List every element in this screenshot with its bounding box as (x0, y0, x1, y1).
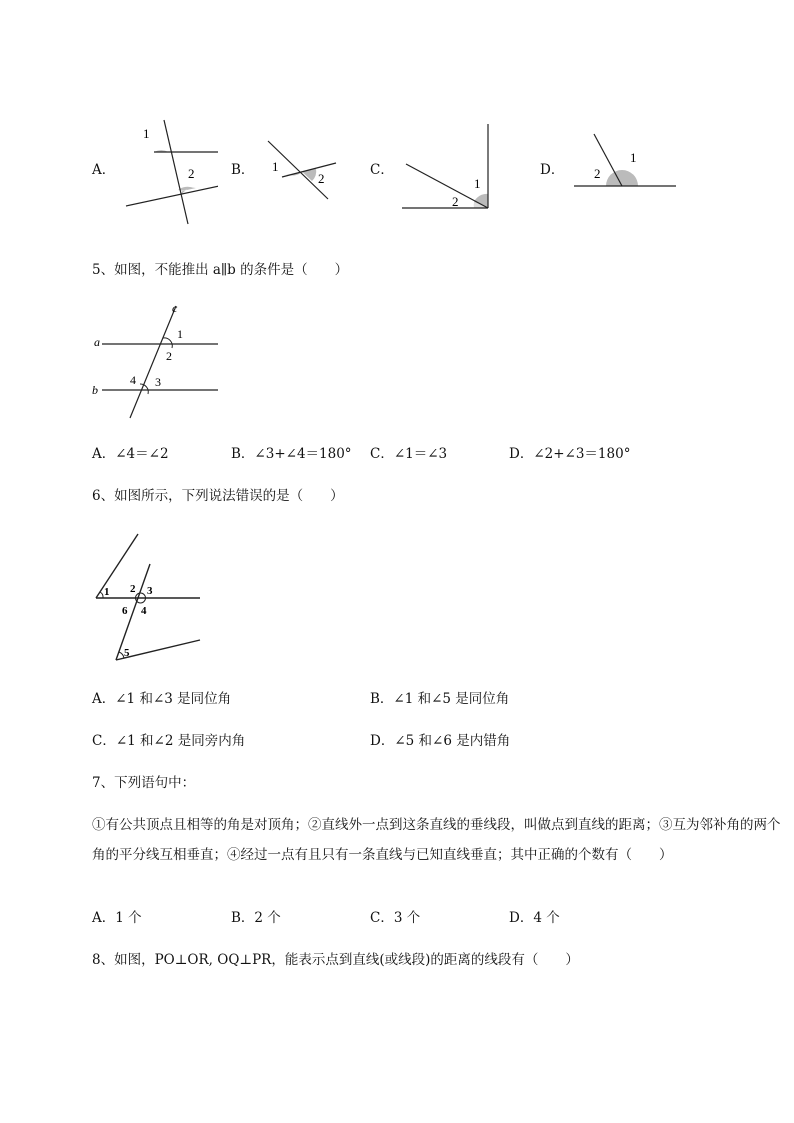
q5-option-a: A．∠4＝∠2 (92, 446, 169, 462)
q5-line-c-label: c (172, 301, 178, 315)
q4-option-b-letter: B． (231, 162, 255, 178)
q7-stem: 7、下列语句中： (92, 775, 196, 791)
q4-option-b-figure (262, 135, 342, 205)
q6-option-c: C．∠1 和∠2 是同旁内角 (92, 733, 246, 749)
q7-option-a: A．1 个 (92, 910, 142, 926)
q5-option-b: B．∠3+∠4＝180° (231, 446, 352, 462)
q5-line-a-label: a (94, 335, 100, 349)
q7-option-d: D．4 个 (509, 910, 560, 926)
q5-figure (88, 298, 228, 423)
q6-angle-5-label: 5 (124, 647, 130, 659)
q4-b-angle-1-label: 1 (272, 159, 279, 174)
q6-stem: 6、如图所示，下列说法错误的是（ ） (92, 488, 344, 504)
q4-option-c-figure (400, 120, 500, 215)
q7-option-b: B．2 个 (231, 910, 281, 926)
q5-option-d: D．∠2+∠3＝180° (509, 446, 631, 462)
q4-option-c-letter: C． (370, 162, 394, 178)
q6-figure (88, 528, 208, 668)
q5-angle-1-label: 1 (177, 327, 183, 341)
q4-c-angle-2-label: 2 (452, 194, 459, 209)
q4-d-angle-2-label: 2 (594, 166, 601, 181)
q8-stem: 8、如图，PO⊥OR, OQ⊥PR，能表示点到直线(或线段)的距离的线段有（ ） (92, 952, 579, 968)
q5-option-c: C．∠1＝∠3 (370, 446, 448, 462)
q4-a-angle-2-label: 2 (188, 166, 195, 181)
q4-option-a-figure (118, 118, 218, 228)
q5-stem: 5、如图，不能推出 a∥b 的条件是（ ） (92, 262, 349, 278)
q4-d-angle-1-label: 1 (630, 150, 637, 165)
q6-option-d: D．∠5 和∠6 是内错角 (370, 733, 511, 749)
q6-angle-2-label: 2 (130, 583, 136, 595)
q5-angle-4-label: 4 (130, 373, 136, 387)
q4-a-angle-1-label: 1 (143, 126, 150, 141)
q4-option-d-letter: D． (540, 162, 565, 178)
q6-option-a: A．∠1 和∠3 是同位角 (92, 691, 232, 707)
q5-angle-3-label: 3 (155, 375, 161, 389)
q4-c-angle-1-label: 1 (474, 176, 481, 191)
q4-option-d-figure (570, 130, 680, 195)
q7-body: ①有公共顶点且相等的角是对顶角；②直线外一点到这条直线的垂线段，叫做点到直线的距离；③互为邻补角的两个角的平分线互相垂直；④经过一点有且只有一条直线与已知直线垂直；其中正确的个数有（ ） (92, 817, 781, 863)
q5-angle-2-label: 2 (166, 349, 172, 363)
q6-angle-4-label: 4 (141, 605, 147, 617)
q6-angle-6-label: 6 (122, 605, 128, 617)
q6-option-b: B．∠1 和∠5 是同位角 (370, 691, 510, 707)
q6-angle-3-label: 3 (147, 585, 153, 597)
q6-angle-1-label: 1 (104, 586, 110, 598)
q4-option-a-letter: A． (92, 162, 116, 178)
q5-line-b-label: b (92, 383, 98, 397)
q7-option-c: C．3 个 (370, 910, 421, 926)
q4-b-angle-2-label: 2 (318, 171, 325, 186)
